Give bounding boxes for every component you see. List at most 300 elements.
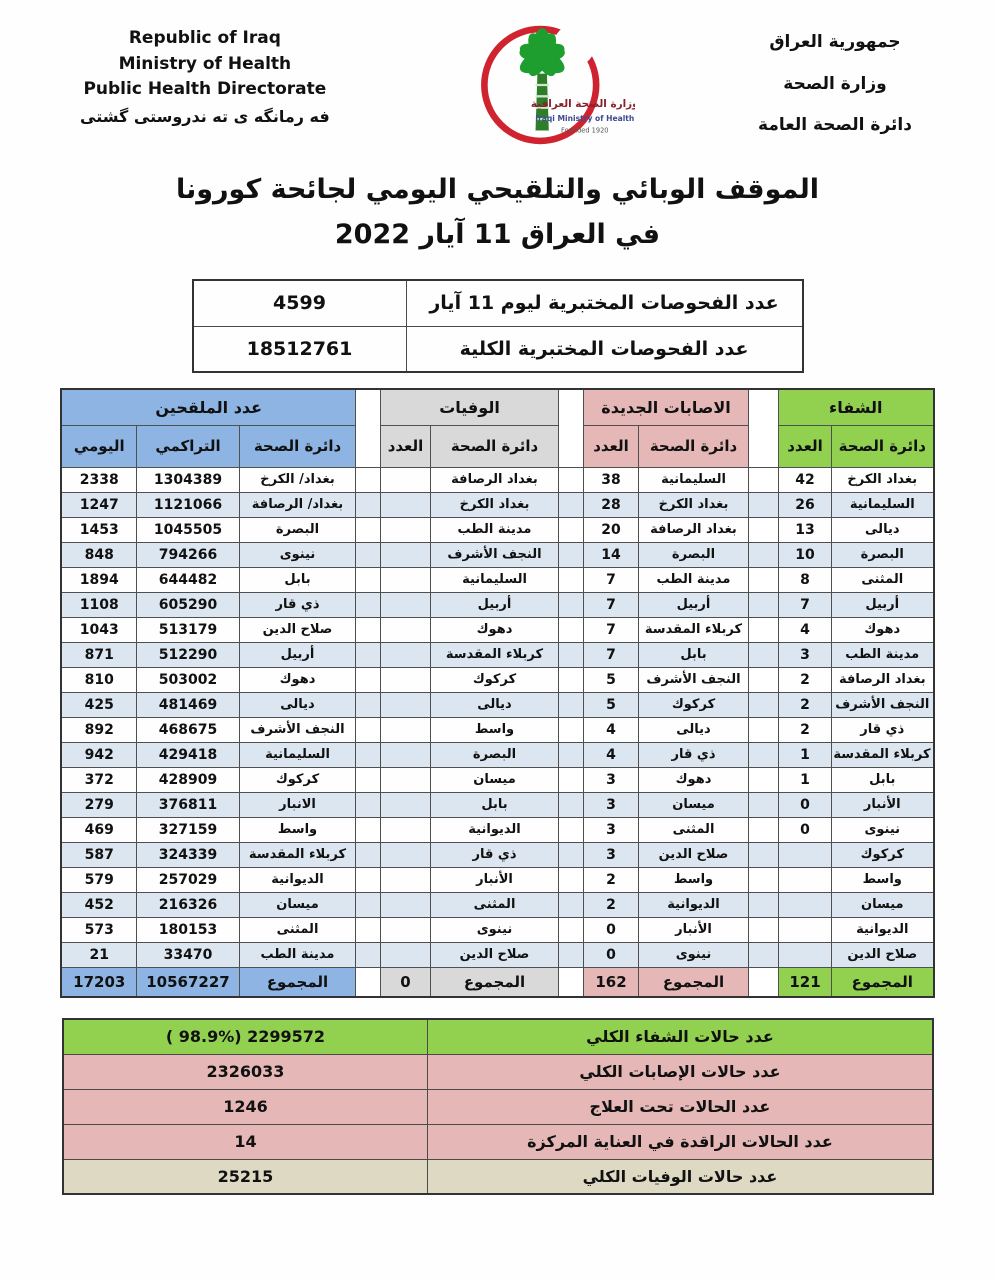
vaccinated-daily-cell: 1043 [61, 617, 136, 642]
column-separator [749, 467, 779, 492]
column-separator [559, 617, 584, 642]
deaths-governorate-cell: بغداد الكرخ [431, 492, 559, 517]
table-row [61, 667, 933, 692]
new-cases-count-cell: 14 [584, 542, 639, 567]
deaths-governorate-cell: ذي قار [431, 842, 559, 867]
recovery-governorate-cell: النجف الأشرف [832, 692, 934, 717]
new-cases-governorate-cell: واسط [639, 867, 749, 892]
logo-english-text: Iraqi Ministry of Health [535, 114, 635, 123]
recovery-governorate-cell: بغداد الكرخ [832, 467, 934, 492]
column-separator [356, 942, 381, 967]
vaccinated-cumulative-cell: 1045505 [137, 517, 240, 542]
recovery-governorate-cell: بغداد الرصافة [832, 667, 934, 692]
column-separator [749, 917, 779, 942]
recovery-governorate-cell: ديالى [832, 517, 934, 542]
summary-label-cell: عدد حالات الوفيات الكلي [428, 1159, 933, 1194]
logo-founded-text: Founded 1920 [560, 126, 609, 135]
column-separator [559, 717, 584, 742]
column-separator [356, 617, 381, 642]
ministry-of-health-logo-icon [455, 16, 635, 154]
new-cases-governorate-cell: الديوانية [639, 892, 749, 917]
vaccinated-governorate-cell: صلاح الدين [240, 617, 356, 642]
column-separator [559, 642, 584, 667]
summary-label-cell: عدد الحالات الراقدة في العناية المركزة [428, 1124, 933, 1159]
column-separator [559, 567, 584, 592]
vaccinated-daily-cell: 21 [61, 942, 136, 967]
deaths-governorate-cell: واسط [431, 717, 559, 742]
deaths-governorate-cell: مدينة الطب [431, 517, 559, 542]
vaccinated-total-label: المجموع [240, 967, 356, 997]
column-separator [749, 817, 779, 842]
vaccinated-cumulative-cell: 513179 [137, 617, 240, 642]
recovery-governorate-cell: كربلاء المقدسة [832, 742, 934, 767]
logo-arabic-text: وزارة الصحة العراقية [530, 97, 635, 110]
deaths-count-header: العدد [381, 425, 431, 467]
new-cases-governorate-cell: النجف الأشرف [639, 667, 749, 692]
title-line-2: في العراق 11 آيار 2022 [334, 218, 661, 250]
vaccinated-governorate-cell: ديالى [240, 692, 356, 717]
column-header-row [61, 425, 933, 467]
new-cases-governorate-cell: مدينة الطب [639, 567, 749, 592]
vaccinated-governorate-cell: ميسان [240, 892, 356, 917]
column-separator [356, 742, 381, 767]
deaths-count-cell [381, 742, 431, 767]
table-row [61, 867, 933, 892]
vaccinated-governorate-cell: مدينة الطب [240, 942, 356, 967]
recovery-count-cell [779, 842, 832, 867]
table-row [61, 492, 933, 517]
column-separator [356, 792, 381, 817]
new-cases-governorate-cell: البصرة [639, 542, 749, 567]
vaccinated-cumulative-header: التراكمي [137, 425, 240, 467]
column-separator [356, 592, 381, 617]
title-line-1: الموقف الوبائي والتلقيحي اليومي لجائحة كورونا [175, 174, 820, 205]
column-separator [749, 389, 779, 467]
new-cases-count-cell: 3 [584, 767, 639, 792]
new-cases-governorate-cell: دهوك [639, 767, 749, 792]
new-cases-count-cell: 7 [584, 592, 639, 617]
vaccinated-cumulative-cell: 257029 [137, 867, 240, 892]
vaccinated-cumulative-cell: 503002 [137, 667, 240, 692]
column-separator [356, 642, 381, 667]
summary-row [63, 1054, 933, 1089]
vaccinated-governorate-cell: الديوانية [240, 867, 356, 892]
new-cases-governorate-cell: ذي قار [639, 742, 749, 767]
recovery-count-cell [779, 917, 832, 942]
deaths-governorate-cell: كركوك [431, 667, 559, 692]
recovery-count-cell: 10 [779, 542, 832, 567]
vaccinated-governorate-cell: كربلاء المقدسة [240, 842, 356, 867]
column-separator [749, 642, 779, 667]
vaccinated-cumulative-cell: 376811 [137, 792, 240, 817]
recovery-governorate-cell: الأنبار [832, 792, 934, 817]
summary-value-cell: 1246 [63, 1089, 428, 1124]
vaccinated-directorate-header: دائرة الصحة [240, 425, 356, 467]
deaths-governorate-cell: البصرة [431, 742, 559, 767]
summary-value-cell: 14 [63, 1124, 428, 1159]
table-row [61, 567, 933, 592]
vaccinated-governorate-cell: بابل [240, 567, 356, 592]
new-cases-governorate-cell: ميسان [639, 792, 749, 817]
summary-value-cell: ( 98.9%) 2299572 [63, 1019, 428, 1054]
new-cases-count-cell: 3 [584, 792, 639, 817]
new-cases-count-cell: 28 [584, 492, 639, 517]
column-separator [749, 617, 779, 642]
new-cases-count-cell: 4 [584, 742, 639, 767]
table-row [61, 817, 933, 842]
main-table-body [61, 467, 933, 997]
deaths-total-label: المجموع [431, 967, 559, 997]
column-separator [749, 792, 779, 817]
vaccinated-daily-cell: 942 [61, 742, 136, 767]
recovery-count-cell: 1 [779, 767, 832, 792]
vaccinated-governorate-cell: واسط [240, 817, 356, 842]
column-separator [356, 517, 381, 542]
kurdish-line: فه رمانگه ی ته ندروستی گشتی [80, 106, 330, 126]
table-row [61, 892, 933, 917]
deaths-count-cell [381, 842, 431, 867]
vaccinated-daily-cell: 279 [61, 792, 136, 817]
new-cases-count-cell: 38 [584, 467, 639, 492]
vaccinated-daily-cell: 1894 [61, 567, 136, 592]
vaccinated-total-cumulative: 10567227 [137, 967, 240, 997]
new-cases-governorate-cell: أربيل [639, 592, 749, 617]
column-separator [749, 542, 779, 567]
column-separator [356, 467, 381, 492]
recovery-count-cell: 7 [779, 592, 832, 617]
column-separator [559, 942, 584, 967]
column-separator [749, 967, 779, 997]
total-tests-label: عدد الفحوصات المختبرية الكلية [406, 326, 803, 372]
deaths-count-cell [381, 892, 431, 917]
vaccinated-total-daily: 17203 [61, 967, 136, 997]
column-separator [559, 817, 584, 842]
english-line-2: Ministry of Health [118, 53, 292, 74]
recovery-governorate-cell: واسط [832, 867, 934, 892]
column-separator [356, 817, 381, 842]
arabic-line-1: جمهورية العراق [769, 32, 901, 52]
column-separator [749, 492, 779, 517]
deaths-count-cell [381, 817, 431, 842]
column-separator [559, 592, 584, 617]
vaccinated-daily-cell: 452 [61, 892, 136, 917]
deaths-count-cell [381, 542, 431, 567]
vaccinated-governorate-cell: كركوك [240, 767, 356, 792]
table-row [193, 326, 803, 372]
new-cases-governorate-cell: السليمانية [639, 467, 749, 492]
new-cases-count-cell: 4 [584, 717, 639, 742]
recovery-governorate-cell: صلاح الدين [832, 942, 934, 967]
summary-value-cell: 2326033 [63, 1054, 428, 1089]
vaccinated-governorate-cell: بغداد/ الكرخ [240, 467, 356, 492]
recovery-count-cell: 2 [779, 692, 832, 717]
vaccinated-daily-cell: 892 [61, 717, 136, 742]
summary-row [63, 1019, 933, 1054]
column-separator [356, 542, 381, 567]
recovery-count-cell: 3 [779, 642, 832, 667]
column-separator [356, 842, 381, 867]
recovery-governorate-cell: البصرة [832, 542, 934, 567]
vaccinated-daily-cell: 2338 [61, 467, 136, 492]
recovery-total-label: المجموع [832, 967, 934, 997]
column-separator [356, 567, 381, 592]
deaths-governorate-cell: كربلاء المقدسة [431, 642, 559, 667]
summary-row [63, 1089, 933, 1124]
recovery-governorate-cell: ميسان [832, 892, 934, 917]
totals-row [61, 967, 933, 997]
column-separator [559, 467, 584, 492]
vaccinated-cumulative-cell: 644482 [137, 567, 240, 592]
column-separator [356, 967, 381, 997]
recovery-count-cell [779, 867, 832, 892]
recovery-governorate-cell: نينوى [832, 817, 934, 842]
vaccinated-governorate-cell: الانبار [240, 792, 356, 817]
deaths-count-cell [381, 667, 431, 692]
table-row [61, 642, 933, 667]
vaccinated-group-header: عدد الملقحين [61, 389, 355, 425]
summary-label-cell: عدد حالات الإصابات الكلي [428, 1054, 933, 1089]
vaccinated-daily-cell: 573 [61, 917, 136, 942]
new-cases-count-cell: 7 [584, 567, 639, 592]
new-cases-directorate-header: دائرة الصحة [639, 425, 749, 467]
vaccinated-cumulative-cell: 180153 [137, 917, 240, 942]
new-cases-count-cell: 3 [584, 842, 639, 867]
table-row [61, 942, 933, 967]
column-separator [559, 767, 584, 792]
column-separator [749, 742, 779, 767]
vaccinated-cumulative-cell: 216326 [137, 892, 240, 917]
new-cases-governorate-cell: بابل [639, 642, 749, 667]
deaths-count-cell [381, 767, 431, 792]
deaths-count-cell [381, 642, 431, 667]
vaccinated-governorate-cell: نينوى [240, 542, 356, 567]
new-cases-count-cell: 5 [584, 692, 639, 717]
column-separator [559, 842, 584, 867]
column-separator [559, 517, 584, 542]
column-separator [559, 492, 584, 517]
crescent-palm-icon [455, 16, 635, 154]
column-separator [559, 967, 584, 997]
column-separator [749, 842, 779, 867]
vaccinated-daily-cell: 1247 [61, 492, 136, 517]
deaths-count-cell [381, 617, 431, 642]
vaccinated-cumulative-cell: 33470 [137, 942, 240, 967]
column-separator [559, 792, 584, 817]
column-separator [749, 592, 779, 617]
english-line-1: Republic of Iraq [128, 28, 281, 48]
recovery-governorate-cell: مدينة الطب [832, 642, 934, 667]
total-tests-value: 18512761 [193, 326, 407, 372]
new-cases-governorate-cell: بغداد الرصافة [639, 517, 749, 542]
recovery-count-cell: 8 [779, 567, 832, 592]
column-separator [559, 542, 584, 567]
vaccinated-governorate-cell: ذي قار [240, 592, 356, 617]
summary-table-body [63, 1019, 933, 1194]
table-row [61, 842, 933, 867]
recovery-group-header: الشفاء [779, 389, 934, 425]
column-separator [559, 692, 584, 717]
recovery-count-header: العدد [779, 425, 832, 467]
deaths-governorate-cell: ميسان [431, 767, 559, 792]
deaths-count-cell [381, 692, 431, 717]
table-row [61, 767, 933, 792]
vaccinated-cumulative-cell: 1304389 [137, 467, 240, 492]
arabic-line-2: وزارة الصحة [783, 73, 887, 94]
recovery-total-value: 121 [779, 967, 832, 997]
column-separator [559, 389, 584, 467]
recovery-directorate-header: دائرة الصحة [832, 425, 934, 467]
recovery-count-cell: 1 [779, 742, 832, 767]
deaths-count-cell [381, 567, 431, 592]
summary-row [63, 1124, 933, 1159]
deaths-count-cell [381, 942, 431, 967]
deaths-governorate-cell: النجف الأشرف [431, 542, 559, 567]
deaths-total-value: 0 [381, 967, 431, 997]
deaths-count-cell [381, 592, 431, 617]
recovery-count-cell: 2 [779, 667, 832, 692]
column-separator [749, 867, 779, 892]
summary-value-cell: 25215 [63, 1159, 428, 1194]
table-row [61, 717, 933, 742]
group-header-row [61, 389, 933, 425]
summary-row [63, 1159, 933, 1194]
summary-label-cell: عدد حالات الشفاء الكلي [428, 1019, 933, 1054]
deaths-count-cell [381, 717, 431, 742]
vaccinated-governorate-cell: أربيل [240, 642, 356, 667]
deaths-group-header: الوفيات [381, 389, 559, 425]
deaths-count-cell [381, 467, 431, 492]
new-cases-count-header: العدد [584, 425, 639, 467]
recovery-governorate-cell: دهوك [832, 617, 934, 642]
column-separator [356, 867, 381, 892]
table-row [61, 592, 933, 617]
column-separator [749, 567, 779, 592]
vaccinated-daily-cell: 425 [61, 692, 136, 717]
summary-table [62, 1018, 934, 1195]
lab-tests-table [192, 279, 804, 373]
vaccinated-governorate-cell: البصرة [240, 517, 356, 542]
recovery-count-cell: 42 [779, 467, 832, 492]
table-row [61, 517, 933, 542]
daily-tests-value: 4599 [193, 280, 407, 326]
column-separator [356, 692, 381, 717]
deaths-governorate-cell: السليمانية [431, 567, 559, 592]
vaccinated-cumulative-cell: 327159 [137, 817, 240, 842]
table-row [193, 280, 803, 326]
recovery-governorate-cell: الديوانية [832, 917, 934, 942]
deaths-governorate-cell: دهوك [431, 617, 559, 642]
table-row [61, 917, 933, 942]
deaths-governorate-cell: بغداد الرصافة [431, 467, 559, 492]
column-separator [356, 767, 381, 792]
table-row [61, 542, 933, 567]
recovery-count-cell [779, 892, 832, 917]
vaccinated-daily-cell: 579 [61, 867, 136, 892]
column-separator [559, 867, 584, 892]
vaccinated-daily-cell: 469 [61, 817, 136, 842]
new-cases-count-cell: 7 [584, 642, 639, 667]
recovery-count-cell: 0 [779, 792, 832, 817]
new-cases-governorate-cell: كركوك [639, 692, 749, 717]
vaccinated-daily-cell: 372 [61, 767, 136, 792]
header-arabic [730, 22, 940, 147]
table-row [61, 692, 933, 717]
recovery-governorate-cell: ذي قار [832, 717, 934, 742]
vaccinated-governorate-cell: المثنى [240, 917, 356, 942]
column-separator [749, 892, 779, 917]
column-separator [749, 667, 779, 692]
daily-tests-label: عدد الفحوصات المختبرية ليوم 11 آيار [406, 280, 803, 326]
new-cases-count-cell: 0 [584, 942, 639, 967]
deaths-governorate-cell: نينوى [431, 917, 559, 942]
new-cases-governorate-cell: كربلاء المقدسة [639, 617, 749, 642]
column-separator [559, 917, 584, 942]
column-separator [559, 667, 584, 692]
vaccinated-daily-header: اليومي [61, 425, 136, 467]
vaccinated-daily-cell: 1453 [61, 517, 136, 542]
new-cases-count-cell: 5 [584, 667, 639, 692]
new-cases-count-cell: 2 [584, 867, 639, 892]
deaths-governorate-cell: أربيل [431, 592, 559, 617]
new-cases-count-cell: 3 [584, 817, 639, 842]
new-cases-governorate-cell: بغداد الكرخ [639, 492, 749, 517]
table-row [61, 742, 933, 767]
column-separator [749, 717, 779, 742]
deaths-governorate-cell: الأنبار [431, 867, 559, 892]
column-separator [356, 492, 381, 517]
column-separator [356, 667, 381, 692]
english-line-3: Public Health Directorate [83, 79, 327, 99]
new-cases-governorate-cell: ديالى [639, 717, 749, 742]
vaccinated-governorate-cell: النجف الأشرف [240, 717, 356, 742]
recovery-count-cell [779, 942, 832, 967]
recovery-count-cell: 4 [779, 617, 832, 642]
deaths-count-cell [381, 792, 431, 817]
vaccinated-cumulative-cell: 468675 [137, 717, 240, 742]
table-row [61, 617, 933, 642]
column-separator [749, 767, 779, 792]
new-cases-count-cell: 2 [584, 892, 639, 917]
report-header [0, 0, 995, 154]
new-cases-total-value: 162 [584, 967, 639, 997]
vaccinated-daily-cell: 871 [61, 642, 136, 667]
recovery-count-cell: 26 [779, 492, 832, 517]
recovery-count-cell: 2 [779, 717, 832, 742]
vaccinated-cumulative-cell: 794266 [137, 542, 240, 567]
column-separator [559, 742, 584, 767]
deaths-directorate-header: دائرة الصحة [431, 425, 559, 467]
column-separator [356, 389, 381, 467]
deaths-count-cell [381, 867, 431, 892]
arabic-line-3: دائرة الصحة العامة [758, 115, 912, 136]
deaths-count-cell [381, 492, 431, 517]
table-row [61, 792, 933, 817]
vaccinated-cumulative-cell: 429418 [137, 742, 240, 767]
vaccinated-daily-cell: 1108 [61, 592, 136, 617]
deaths-governorate-cell: الديوانية [431, 817, 559, 842]
header-english [80, 26, 330, 129]
vaccinated-daily-cell: 587 [61, 842, 136, 867]
vaccinated-cumulative-cell: 1121066 [137, 492, 240, 517]
new-cases-count-cell: 20 [584, 517, 639, 542]
deaths-governorate-cell: بابل [431, 792, 559, 817]
recovery-governorate-cell: المثنى [832, 567, 934, 592]
new-cases-count-cell: 7 [584, 617, 639, 642]
column-separator [749, 692, 779, 717]
recovery-governorate-cell: السليمانية [832, 492, 934, 517]
vaccinated-governorate-cell: دهوك [240, 667, 356, 692]
report-title [0, 168, 995, 257]
